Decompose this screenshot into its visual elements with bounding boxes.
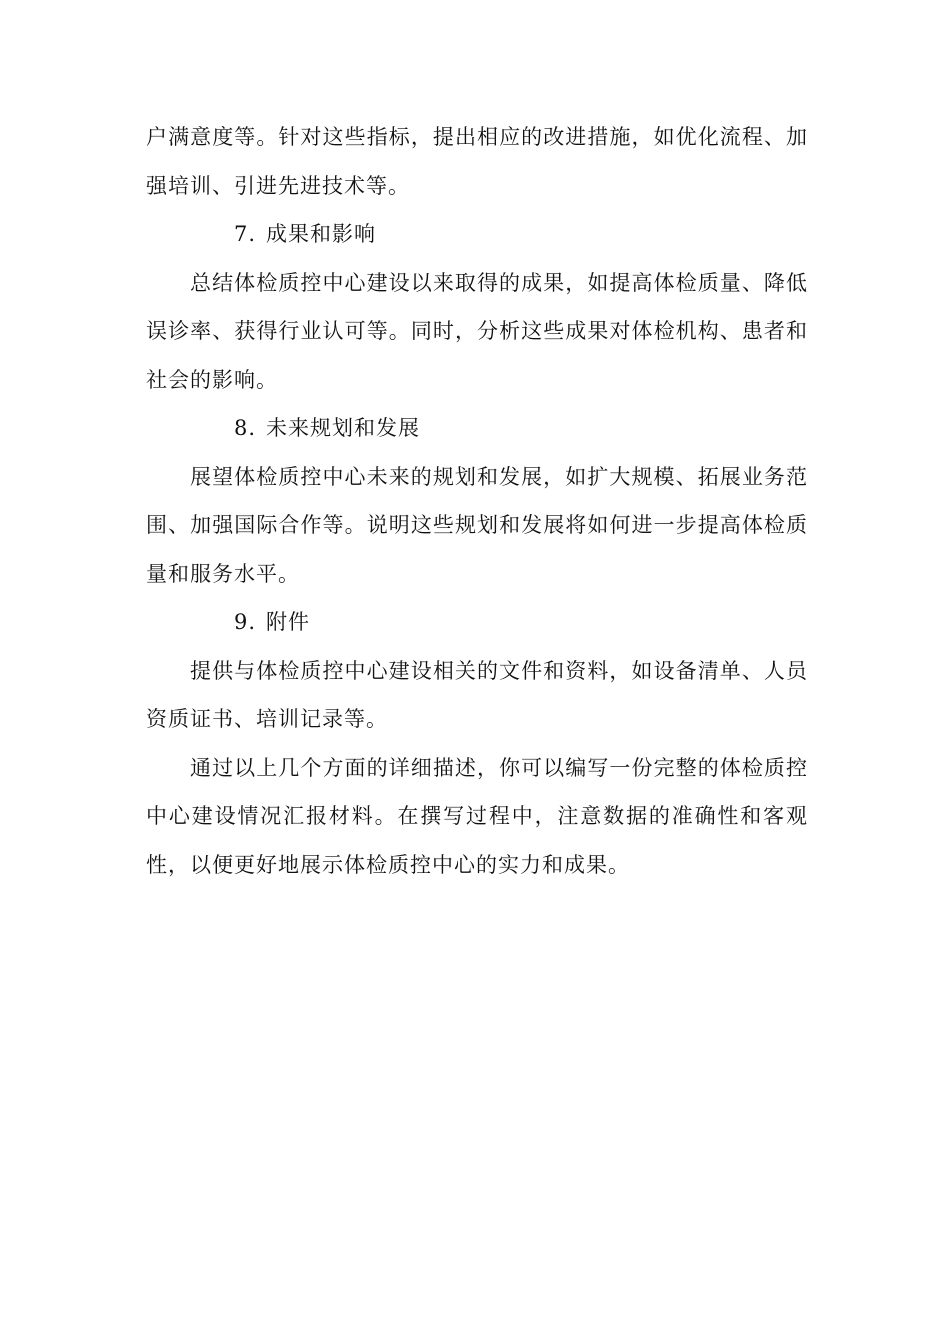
document-body: [146, 113, 808, 889]
section-number: 9.: [234, 610, 257, 634]
paragraph-continuation: 户满意度等。针对这些指标，提出相应的改进措施，如优化流程、加强培训、引进先进技术等。: [146, 125, 808, 198]
section-heading-8: [146, 404, 808, 453]
paragraph-conclusion: 通过以上几个方面的详细描述，你可以编写一份完整的体检质控中心建设情况汇报材料。在撰写过程中，注意数据的准确性和客观性，以便更好地展示体检质控中心的实力和成果。: [146, 755, 808, 877]
section-number: 8.: [234, 416, 257, 440]
paragraph-attachments: 提供与体检质控中心建设相关的文件和资料，如设备清单、人员资质证书、培训记录等。: [146, 658, 808, 731]
section-title: 未来规划和发展: [266, 416, 421, 440]
section-heading-7: [146, 210, 808, 259]
paragraph-achievements: 总结体检质控中心建设以来取得的成果，如提高体检质量、降低误诊率、获得行业认可等。同时，分析这些成果对体检机构、患者和社会的影响。: [146, 270, 808, 392]
section-title: 附件: [266, 610, 311, 634]
paragraph-future-plans: 展望体检质控中心未来的规划和发展，如扩大规模、拓展业务范围、加强国际合作等。说明这些规划和发展将如何进一步提高体检质量和服务水平。: [146, 464, 808, 586]
section-title: 成果和影响: [266, 222, 377, 246]
section-heading-9: [146, 598, 808, 647]
section-number: 7.: [234, 222, 257, 246]
